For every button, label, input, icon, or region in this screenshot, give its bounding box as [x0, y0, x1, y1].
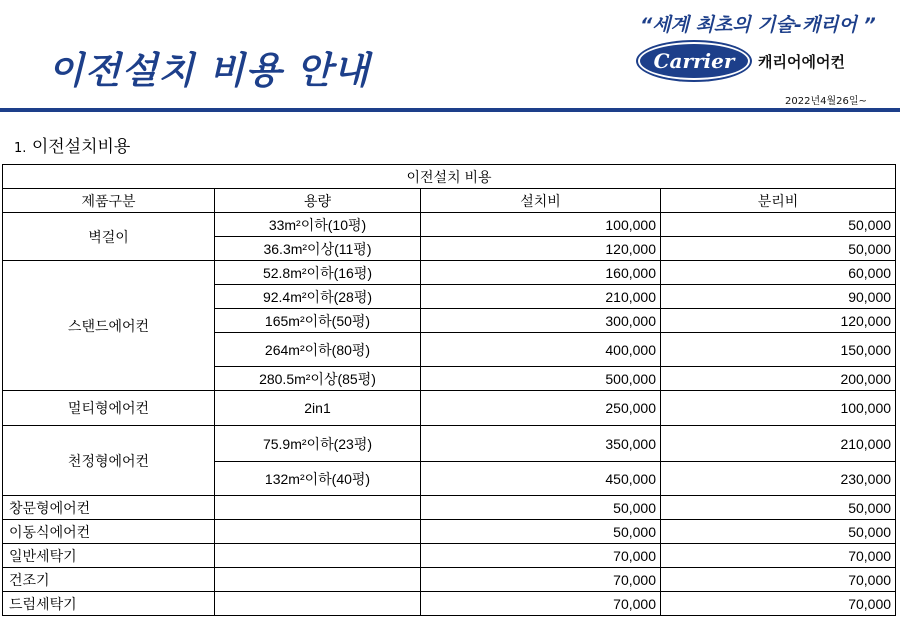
table-row	[3, 391, 896, 426]
product-cell: 창문형에어컨	[3, 496, 215, 520]
section-number: 1.	[14, 141, 27, 156]
removal-fee-cell: 70,000	[661, 568, 896, 592]
removal-fee-cell: 230,000	[661, 462, 896, 496]
install-fee-cell: 300,000	[421, 309, 661, 333]
table-row	[3, 544, 896, 568]
capacity-cell	[215, 520, 421, 544]
removal-fee-cell: 50,000	[661, 496, 896, 520]
page-title: 이전설치 비용 안내	[48, 49, 370, 92]
install-fee-cell: 70,000	[421, 568, 661, 592]
capacity-cell: 33m²이하(10평)	[215, 213, 421, 237]
product-cell: 드럼세탁기	[3, 592, 215, 616]
install-fee-cell: 210,000	[421, 285, 661, 309]
install-fee-cell: 160,000	[421, 261, 661, 285]
header-install-fee: 설치비	[421, 189, 661, 213]
header-removal-fee: 분리비	[661, 189, 896, 213]
capacity-cell: 132m²이하(40평)	[215, 462, 421, 496]
brand-logo-block	[640, 44, 845, 78]
removal-fee-cell: 210,000	[661, 426, 896, 462]
section-title: 이전설치비용	[31, 137, 131, 157]
removal-fee-cell: 60,000	[661, 261, 896, 285]
table-row	[3, 592, 896, 616]
install-fee-cell: 450,000	[421, 462, 661, 496]
table-row	[3, 213, 896, 237]
effective-date: 2022년4월26일~	[785, 96, 867, 107]
capacity-cell: 92.4m²이하(28평)	[215, 285, 421, 309]
removal-fee-cell: 70,000	[661, 544, 896, 568]
install-fee-cell: 120,000	[421, 237, 661, 261]
slogan: “세계 최초의 기술-캐리어 ”	[640, 14, 876, 36]
removal-fee-cell: 120,000	[661, 309, 896, 333]
removal-fee-cell: 70,000	[661, 592, 896, 616]
install-fee-cell: 400,000	[421, 333, 661, 367]
brand-name: 캐리어에어컨	[758, 52, 845, 71]
product-cell: 멀티형에어컨	[3, 391, 215, 426]
table-caption: 이전설치 비용	[3, 165, 896, 189]
capacity-cell: 75.9m²이하(23평)	[215, 426, 421, 462]
capacity-cell: 52.8m²이하(16평)	[215, 261, 421, 285]
table-row	[3, 568, 896, 592]
capacity-cell	[215, 496, 421, 520]
install-fee-cell: 350,000	[421, 426, 661, 462]
capacity-cell: 165m²이하(50평)	[215, 309, 421, 333]
capacity-cell: 280.5m²이상(85평)	[215, 367, 421, 391]
fee-table	[2, 164, 896, 616]
product-cell: 건조기	[3, 568, 215, 592]
install-fee-cell: 50,000	[421, 496, 661, 520]
capacity-cell	[215, 592, 421, 616]
removal-fee-cell: 50,000	[661, 237, 896, 261]
header-divider	[0, 108, 900, 112]
section-heading	[14, 132, 130, 157]
install-fee-cell: 100,000	[421, 213, 661, 237]
product-cell: 벽걸이	[3, 213, 215, 261]
install-fee-cell: 70,000	[421, 544, 661, 568]
removal-fee-cell: 150,000	[661, 333, 896, 367]
carrier-logo-text: Carrier	[653, 49, 735, 73]
install-fee-cell: 250,000	[421, 391, 661, 426]
carrier-logo	[640, 44, 748, 78]
install-fee-cell: 50,000	[421, 520, 661, 544]
capacity-cell: 2in1	[215, 391, 421, 426]
removal-fee-cell: 200,000	[661, 367, 896, 391]
product-cell: 스탠드에어컨	[3, 261, 215, 391]
table-row	[3, 520, 896, 544]
product-cell: 이동식에어컨	[3, 520, 215, 544]
header-product: 제품구분	[3, 189, 215, 213]
capacity-cell	[215, 544, 421, 568]
removal-fee-cell: 90,000	[661, 285, 896, 309]
product-cell: 천정형에어컨	[3, 426, 215, 496]
capacity-cell	[215, 568, 421, 592]
removal-fee-cell: 100,000	[661, 391, 896, 426]
header-capacity: 용량	[215, 189, 421, 213]
removal-fee-cell: 50,000	[661, 520, 896, 544]
removal-fee-cell: 50,000	[661, 213, 896, 237]
table-row	[3, 261, 896, 285]
table-row	[3, 496, 896, 520]
capacity-cell: 36.3m²이상(11평)	[215, 237, 421, 261]
capacity-cell: 264m²이하(80평)	[215, 333, 421, 367]
table-row	[3, 426, 896, 462]
product-cell: 일반세탁기	[3, 544, 215, 568]
install-fee-cell: 70,000	[421, 592, 661, 616]
install-fee-cell: 500,000	[421, 367, 661, 391]
